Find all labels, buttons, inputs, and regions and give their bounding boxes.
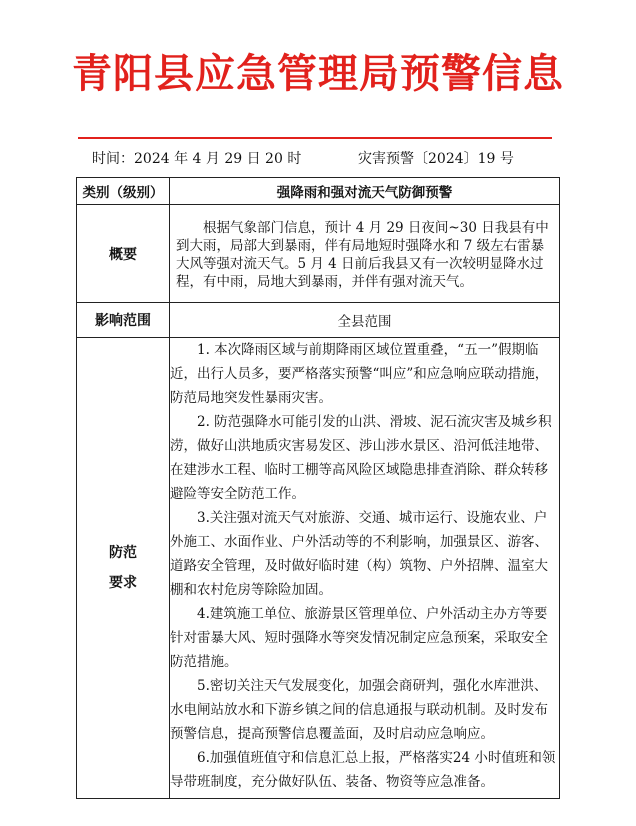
table-row-summary	[77, 205, 560, 303]
requirement-item: 2. 防范强降水可能引发的山洪、滑坡、泥石流灾害及城乡积涝，做好山洪地质灾害易发区、涉山涉水景区、沿河低洼地带、在建涉水工程、临时工棚等高风险区域隐患排查消除、群众转移避险等安全防范工作。	[170, 414, 552, 502]
table-row-requirements	[77, 338, 560, 799]
scope-value: 全县范围	[170, 303, 560, 338]
table-row-scope	[77, 303, 560, 338]
summary-text: 根据气象部门信息，预计 4 月 29 日夜间~30 日我县有中到大雨，局部大到暴雨，伴有局地短时强降水和 7 级左右雷暴大风等强对流天气。5 月 4 日前后我县又有一次较明显降水过程，有中雨，局地大到暴雨，并伴有强对流天气。	[176, 219, 549, 290]
summary-cell	[170, 205, 560, 303]
title-divider	[78, 137, 552, 139]
requirement-item: 1. 本次降雨区域与前期降雨区域位置重叠，“五一”假期临近，出行人员多，要严格落实预警“叫应”和应急响应联动措施，防范局地突发性暴雨灾害。	[170, 342, 549, 406]
requirements-cell	[170, 338, 560, 799]
requirement-item: 6.加强值班值守和信息汇总上报，严格落实24 小时值班和领导带班制度，充分做好队伍、装备、物资等应急准备。	[170, 750, 556, 790]
requirement-item: 4.建筑施工单位、旅游景区管理单位、户外活动主办方等要针对雷暴大风、短时强降水等突发情况制定应急预案，采取安全防范措施。	[170, 606, 548, 670]
requirement-item: 5.密切关注天气发展变化，加强会商研判，强化水库泄洪、水电闸站放水和下游乡镇之间的信息通报与联动机制。及时发布预警信息，提高预警信息覆盖面，及时启动应急响应。	[170, 678, 548, 742]
warning-number: 灾害预警〔2024〕19 号	[358, 151, 514, 167]
requirements-label-line-2: 要求	[109, 575, 137, 591]
table-row-category	[77, 178, 560, 205]
issue-time: 时间：2024 年 4 月 29 日 20 时	[92, 151, 302, 167]
category-label: 类别（级别）	[77, 178, 170, 205]
requirements-label-line-1: 防范	[109, 545, 137, 561]
scope-label: 影响范围	[77, 303, 170, 338]
requirement-item: 3.关注强对流天气对旅游、交通、城市运行、设施农业、户外施工、水面作业、户外活动等的不利影响，加强景区、游客、道路安全管理，及时做好临时建（构）筑物、户外招牌、温室大棚和农村危房等除险加固。	[170, 510, 548, 598]
document-title: 青阳县应急管理局预警信息	[72, 50, 564, 97]
warning-table	[76, 177, 560, 799]
category-value: 强降雨和强对流天气防御预警	[170, 178, 560, 205]
requirements-label	[77, 338, 170, 799]
summary-label: 概要	[77, 205, 170, 303]
